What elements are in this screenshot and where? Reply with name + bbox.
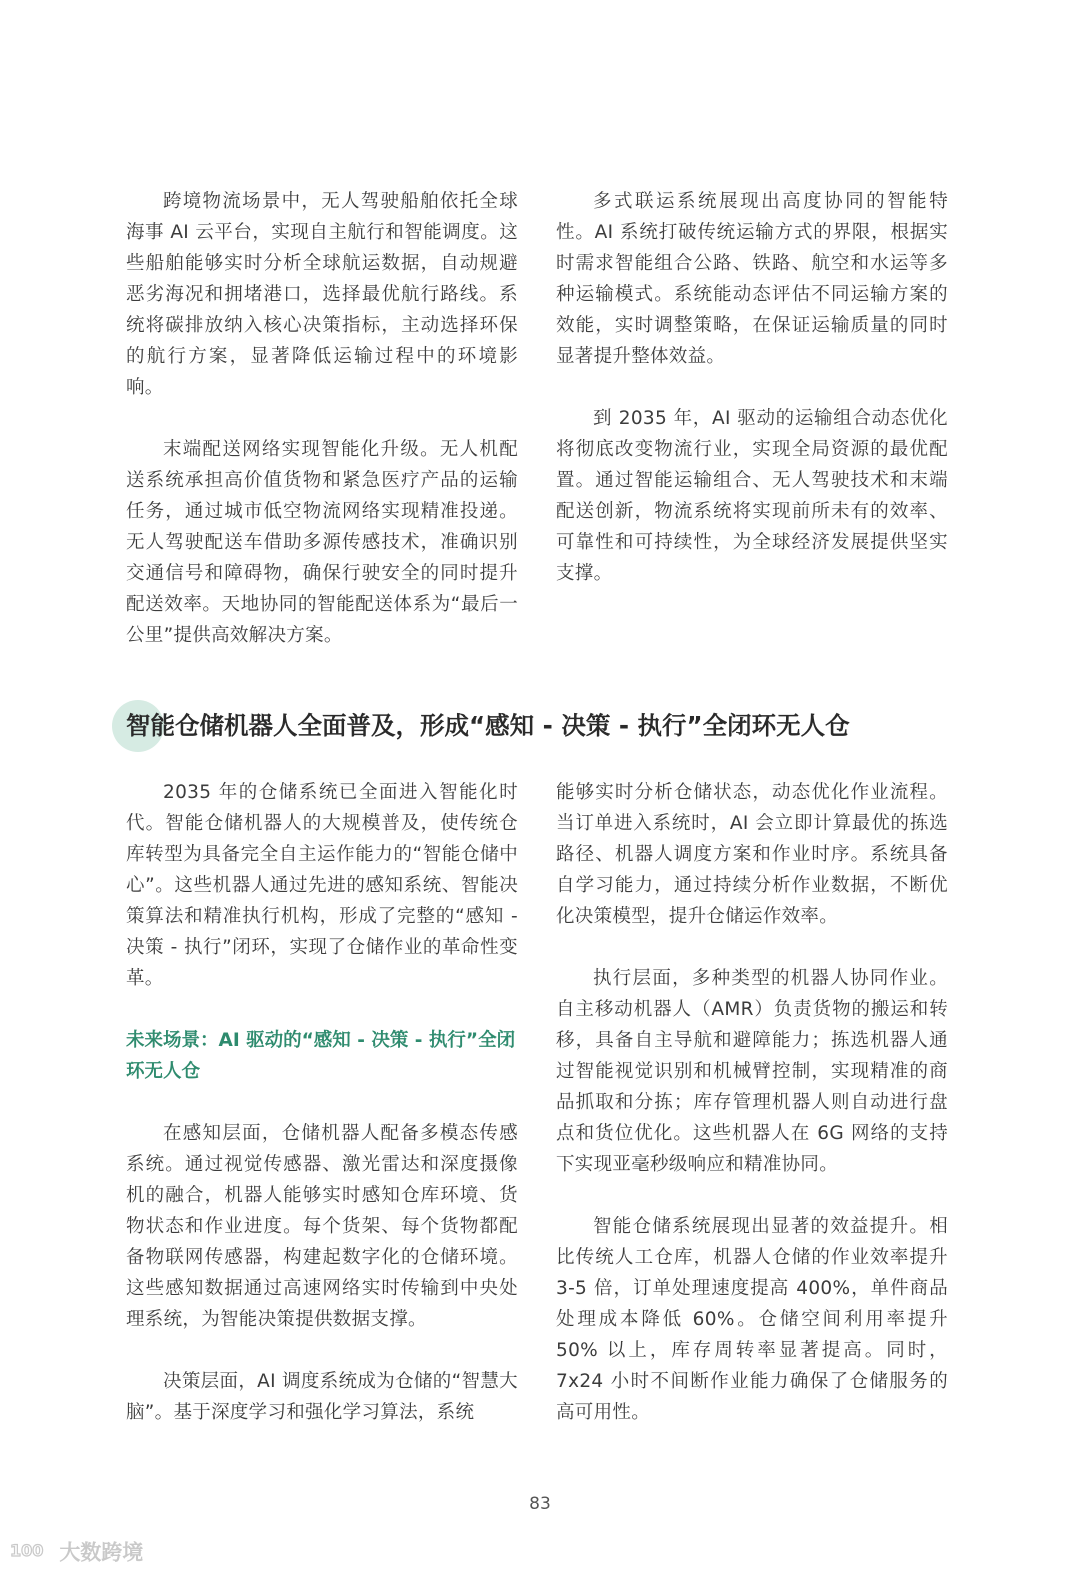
paragraph-execution-layer: 执行层面，多种类型的机器人协同作业。自主移动机器人（AMR）负责货物的搬运和转移，具备自主导航和避障能力；拣选机器人通过智能视觉识别和机械臂控制，实现精准的商品抓取和分拣；库存管理机器人则自动进行盘点和货位优化。这些机器人在 6G 网络的支持下实现亚毫秒级响应和精准协同。 — [556, 968, 948, 1175]
logo-icon — [8, 1536, 48, 1567]
paragraph-decision-continued: 能够实时分析仓储状态，动态优化作业流程。当订单进入系统时，AI 会立即计算最优的拣选路径、机器人调度方案和作业时序。系统具备自学习能力，通过持续分析作业数据，不断优化决策模型，提升仓储运作效率。 — [556, 782, 948, 927]
top-left-column — [126, 186, 518, 651]
paragraph-multimodal-transport: 多式联运系统展现出高度协同的智能特性。AI 系统打破传统运输方式的界限，根据实时需求智能组合公路、铁路、航空和水运等多种运输模式。系统能动态评估不同运输方案的效能，实时调整策略，在保证运输质量的同时显著提升整体效益。 — [556, 191, 948, 367]
paragraph-2035-outlook: 到 2035 年，AI 驱动的运输组合动态优化将彻底改变物流行业，实现全局资源的最优配置。通过智能运输组合、无人驾驶技术和末端配送创新，物流系统将实现前所未有的效率、可靠性和可持续性，为全球经济发展提供坚实支撑。 — [556, 408, 948, 584]
watermark-text: 大数跨境 — [59, 1540, 144, 1565]
paragraph-efficiency-gains: 智能仓储系统展现出显著的效益提升。相比传统人工仓库，机器人仓储的作业效率提升 3-5 倍，订单处理速度提高 400%，单件商品处理成本降低 60%。仓储空间利用率提升 50% 以上，库存周转率显著提高。同时，7x24 小时不间断作业能力确保了仓储服务的高可用性。 — [556, 1216, 948, 1423]
logo-text: 100 — [10, 1541, 44, 1560]
paragraph-last-mile-delivery: 末端配送网络实现智能化升级。无人机配送系统承担高价值货物和紧急医疗产品的运输任务，通过城市低空物流网络实现精准投递。无人驾驶配送车借助多源传感技术，准确识别交通信号和障碍物，确保行驶安全的同时提升配送效率。天地协同的智能配送体系为“最后一公里”提供高效解决方案。 — [126, 439, 518, 646]
bottom-right-column — [556, 777, 948, 1428]
paragraph-decision-layer: 决策层面，AI 调度系统成为仓储的“智慧大脑”。基于深度学习和强化学习算法，系统 — [126, 1371, 518, 1423]
top-right-column — [556, 186, 948, 589]
watermark — [8, 1536, 143, 1570]
bottom-left-column — [126, 777, 518, 1428]
page-number: 83 — [529, 1494, 551, 1514]
future-scenario-subheading: 未来场景：AI 驱动的“感知 - 决策 - 执行”全闭环无人仓 — [126, 1030, 516, 1082]
paragraph-warehouse-intro: 2035 年的仓储系统已全面进入智能化时代。智能仓储机器人的大规模普及，使传统仓库转型为具备完全自主运作能力的“智能仓储中心”。这些机器人通过先进的感知系统、智能决策算法和精准执行机构，形成了完整的“感知 - 决策 - 执行”闭环，实现了仓储作业的革命性变革。 — [126, 782, 518, 989]
section-title: 智能仓储机器人全面普及，形成“感知 - 决策 - 执行”全闭环无人仓 — [126, 711, 850, 740]
paragraph-cross-border-shipping: 跨境物流场景中，无人驾驶船舶依托全球海事 AI 云平台，实现自主航行和智能调度。这些船舶能够实时分析全球航运数据，自动规避恶劣海况和拥堵港口，选择最优航行路线。系统将碳排放纳入核心决策指标，主动选择环保的航行方案，显著降低运输过程中的环境影响。 — [126, 191, 518, 398]
paragraph-perception-layer: 在感知层面，仓储机器人配备多模态传感系统。通过视觉传感器、激光雷达和深度摄像机的融合，机器人能够实时感知仓库环境、货物状态和作业进度。每个货架、每个货物都配备物联网传感器，构建起数字化的仓储环境。这些感知数据通过高速网络实时传输到中央处理系统，为智能决策提供数据支撑。 — [126, 1123, 518, 1330]
section-heading — [112, 700, 972, 752]
